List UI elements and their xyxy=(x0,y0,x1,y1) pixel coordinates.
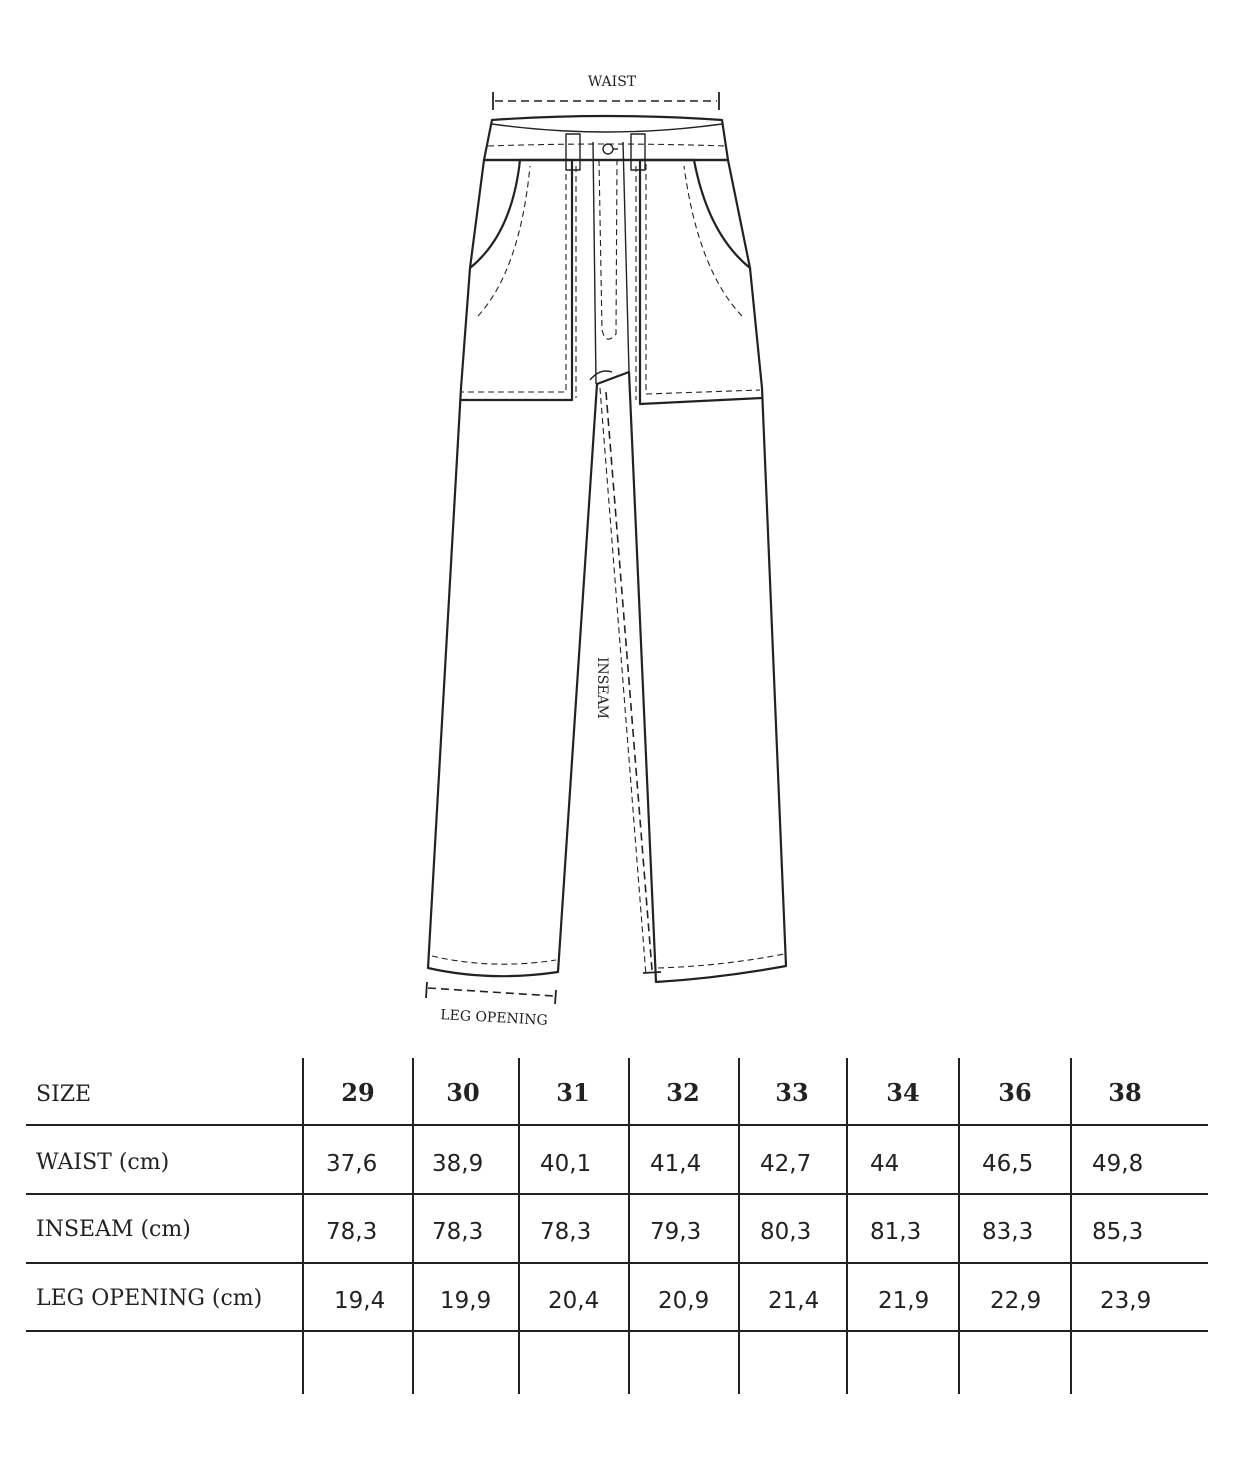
table-column-divider xyxy=(846,1058,848,1394)
table-column-divider xyxy=(958,1058,960,1394)
table-row-divider xyxy=(26,1124,1208,1126)
size-chart-table xyxy=(0,1058,1240,1394)
size-header-31: 31 xyxy=(556,1078,590,1107)
inseam-value: 79,3 xyxy=(650,1219,702,1245)
waist-value: 49,8 xyxy=(1092,1151,1144,1177)
inseam-label: INSEAM xyxy=(594,656,610,720)
leg-opening-value: 20,9 xyxy=(658,1288,710,1314)
table-column-divider xyxy=(518,1058,520,1394)
leg-opening-value: 23,9 xyxy=(1100,1288,1152,1314)
inseam-value: 85,3 xyxy=(1092,1219,1144,1245)
size-header-29: 29 xyxy=(341,1078,375,1107)
leg-opening-value: 20,4 xyxy=(548,1288,600,1314)
inseam-value: 78,3 xyxy=(326,1219,378,1245)
size-header-38: 38 xyxy=(1108,1078,1142,1107)
leg-opening-value: 21,9 xyxy=(878,1288,930,1314)
inseam-value: 81,3 xyxy=(870,1219,922,1245)
waist-label: WAIST xyxy=(587,74,637,90)
size-header-32: 32 xyxy=(666,1078,700,1107)
table-column-divider xyxy=(628,1058,630,1394)
inseam-value: 83,3 xyxy=(982,1219,1034,1245)
waist-value: 37,6 xyxy=(326,1151,378,1177)
table-column-divider xyxy=(412,1058,414,1394)
table-row-divider xyxy=(26,1193,1208,1195)
waist-value: 44 xyxy=(870,1151,900,1177)
leg-opening-value: 19,4 xyxy=(334,1288,386,1314)
size-header-30: 30 xyxy=(446,1078,480,1107)
waist-value: 38,9 xyxy=(432,1151,484,1177)
size-header-34: 34 xyxy=(886,1078,920,1107)
fly xyxy=(590,142,629,384)
inseam-value: 78,3 xyxy=(432,1219,484,1245)
leg-opening-value: 22,9 xyxy=(990,1288,1042,1314)
leg-opening-value: 21,4 xyxy=(768,1288,820,1314)
leg-opening-label: LEG OPENING xyxy=(439,1007,549,1029)
leg-opening-measure xyxy=(426,982,556,1029)
leg-opening-value: 19,9 xyxy=(440,1288,492,1314)
table-row-divider xyxy=(26,1330,1208,1332)
right-patch-pocket xyxy=(636,160,762,404)
trouser-outline xyxy=(428,160,786,982)
table-column-divider xyxy=(738,1058,740,1394)
size-header-33: 33 xyxy=(775,1078,809,1107)
table-column-divider xyxy=(302,1058,304,1394)
waist-value: 40,1 xyxy=(540,1151,592,1177)
inseam-value: 78,3 xyxy=(540,1219,592,1245)
waist-measure xyxy=(493,74,719,110)
waist-row-label: WAIST (cm) xyxy=(36,1150,170,1175)
inseam-row-label: INSEAM (cm) xyxy=(36,1217,191,1242)
table-row-divider xyxy=(26,1262,1208,1264)
size-header-label: SIZE xyxy=(36,1082,92,1107)
waist-value: 41,4 xyxy=(650,1151,702,1177)
table-column-divider xyxy=(1070,1058,1072,1394)
inseam-value: 80,3 xyxy=(760,1219,812,1245)
size-header-36: 36 xyxy=(998,1078,1032,1107)
waist-value: 42,7 xyxy=(760,1151,812,1177)
waist-value: 46,5 xyxy=(982,1151,1034,1177)
leg-opening-row-label: LEG OPENING (cm) xyxy=(36,1286,263,1311)
